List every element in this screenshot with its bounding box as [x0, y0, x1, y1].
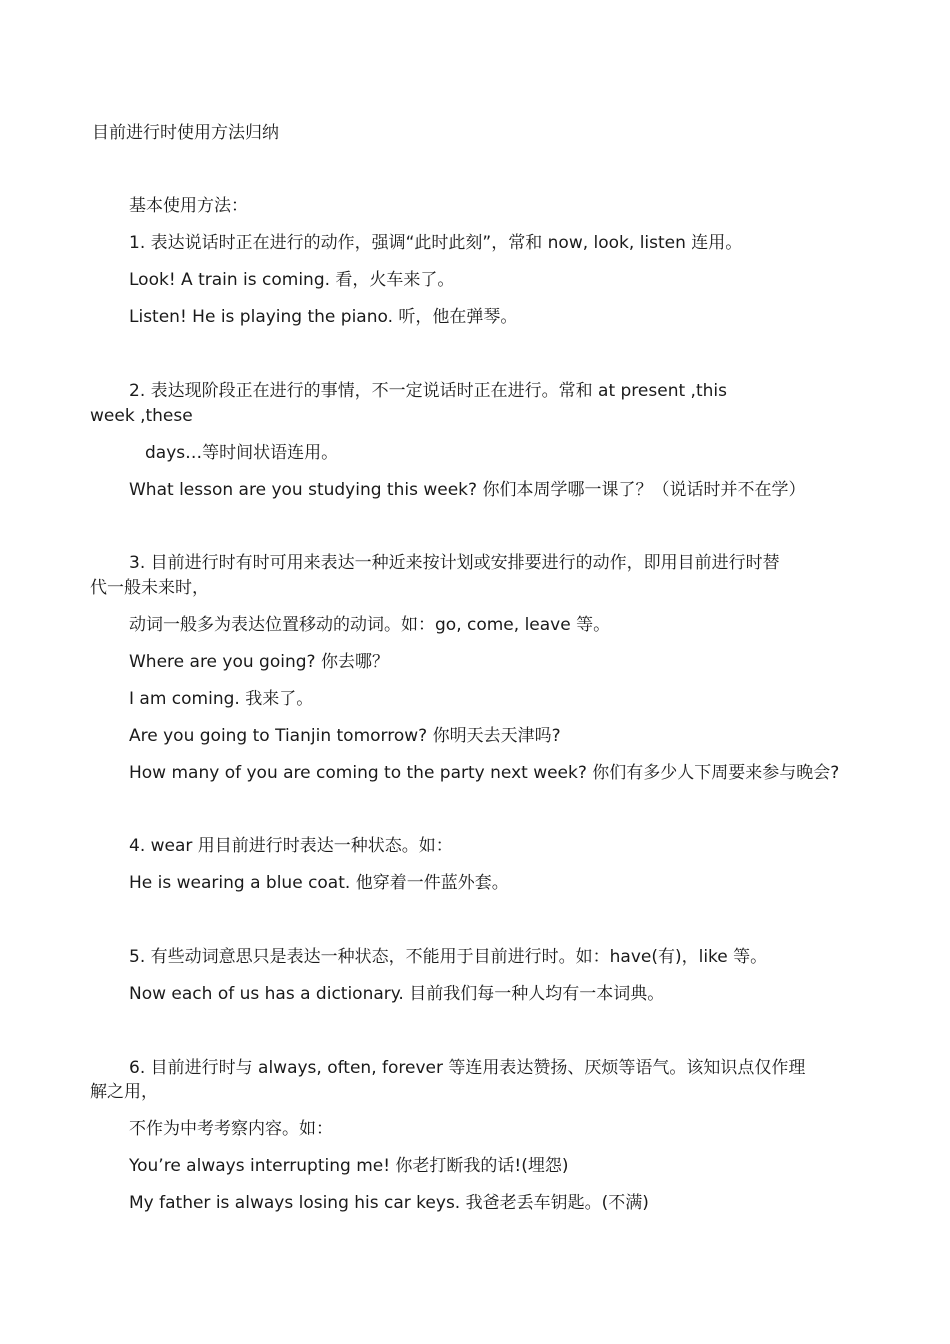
rule-4: 4. wear 用目前进行时表达一种状态。如：	[129, 836, 453, 856]
example-6-2: My father is always losing his car keys. 我爸老丢车钥匙。(不满)	[129, 1193, 649, 1213]
example-1-1: Look! A train is coming. 看，火车来了。	[129, 270, 455, 290]
example-5-1: Now each of us has a dictionary. 目前我们每一种人均有一本词典。	[129, 984, 665, 1004]
example-3-4: How many of you are coming to the party next week? 你们有多少人下周要来参与晚会?	[129, 763, 840, 783]
example-6-1: You’re always interrupting me! 你老打断我的话!(埋怨)	[129, 1156, 569, 1176]
rule-6-line-1: 6. 目前进行时与 always, often, forever 等连用表达赞扬、厌烦等语气。该知识点仅作理	[129, 1058, 806, 1078]
example-3-3: Are you going to Tianjin tomorrow? 你明天去天津吗?	[129, 726, 561, 746]
example-3-1: Where are you going? 你去哪？	[129, 652, 389, 672]
rule-2-line-1: 2. 表达现阶段正在进行的事情，不一定说话时正在进行。常和 at present ,this	[129, 381, 727, 401]
rule-3-line-3: 动词一般多为表达位置移动的动词。如：go, come, leave 等。	[129, 615, 611, 635]
rule-3-line-2: 代一般未来时，	[90, 578, 209, 598]
rule-2-line-2: week ,these	[90, 406, 193, 426]
example-2-1: What lesson are you studying this week? 你们本周学哪一课了？（说话时并不在学）	[129, 480, 806, 500]
rule-5: 5. 有些动词意思只是表达一种状态，不能用于目前进行时。如：have(有)，like 等。	[129, 947, 768, 967]
document-title: 目前进行时使用方法归纳	[92, 123, 279, 143]
example-3-2: I am coming. 我来了。	[129, 689, 314, 709]
rule-2-line-3: days…等时间状语连用。	[145, 443, 339, 463]
example-1-2: Listen! He is playing the piano. 听，他在弹琴。	[129, 307, 518, 327]
rule-3-line-1: 3. 目前进行时有时可用来表达一种近来按计划或安排要进行的动作，即用目前进行时替	[129, 553, 780, 573]
intro-heading: 基本使用方法：	[129, 196, 248, 216]
rule-1: 1. 表达说话时正在进行的动作，强调“此时此刻”，常和 now, look, listen 连用。	[129, 233, 743, 253]
rule-6-line-3: 不作为中考考察内容。如：	[129, 1119, 333, 1139]
rule-6-line-2: 解之用，	[90, 1082, 158, 1102]
example-4-1: He is wearing a blue coat. 他穿着一件蓝外套。	[129, 873, 509, 893]
